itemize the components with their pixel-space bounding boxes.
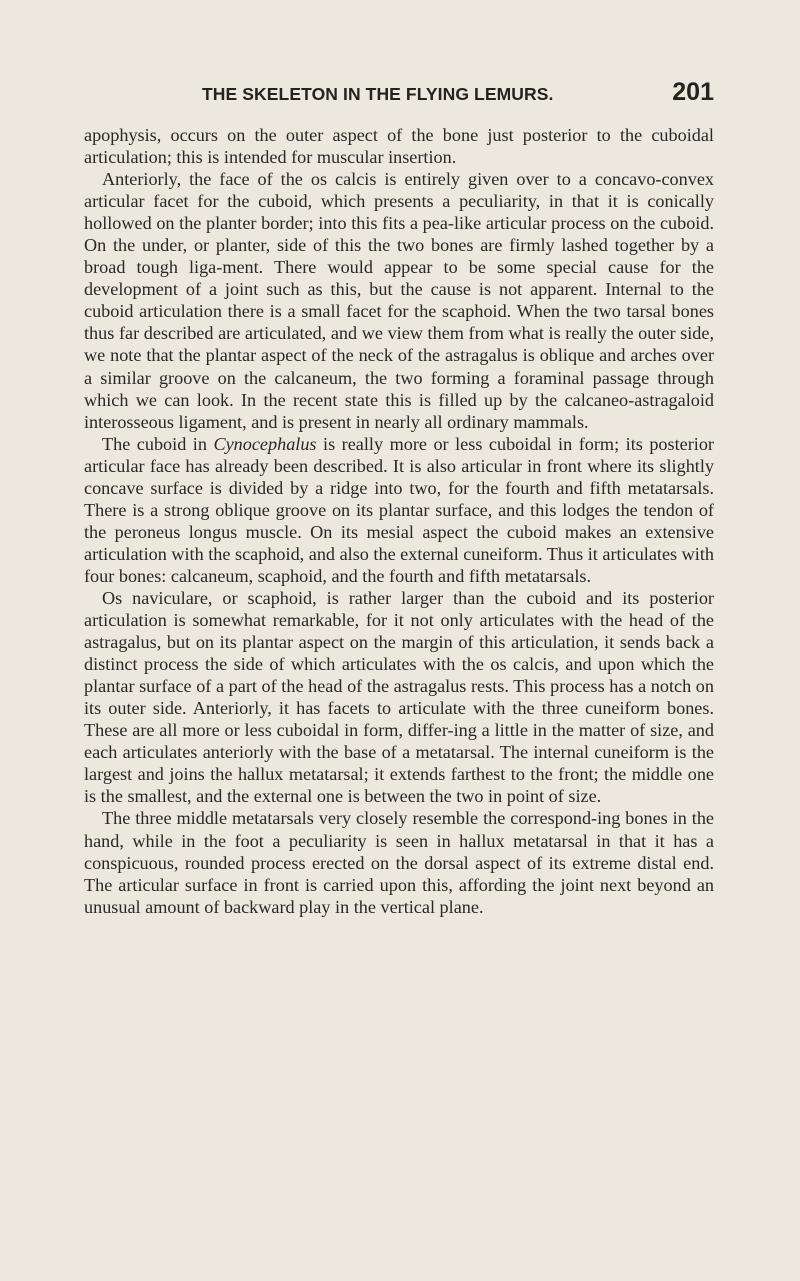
page-number: 201 — [672, 78, 714, 106]
paragraph-cuboid-rest: is really more or less cuboidal in form; its posterior articular face has already been described. It is also articular in front where its slightly concave surface is divided by a ridge into two, for the fourth and fifth metatarsals. There is a strong oblique groove on its plantar surface, and this lodges the tendon of the peroneus longus muscle. On its mesial aspect the cuboid makes an extensive articulation with the scaphoid, and also the external cuneiform. Thus it articulates with four bones: calcaneum, scaphoid, and the fourth and fifth metatarsals. — [84, 433, 714, 586]
running-head — [84, 78, 714, 108]
running-title: THE SKELETON IN THE FLYING LEMURS. — [202, 84, 554, 104]
paragraph-continuation: apophysis, occurs on the outer aspect of the bone just posterior to the cuboidal articulation; this is intended for muscular insertion. — [84, 125, 714, 168]
paragraph-calcis-anterior: Anteriorly, the face of the os calcis is entirely given over to a concavo-convex articular facet for the cuboid, which presents a peculiarity, in that it is conically hollowed on the planter border; into this fits a pea-like articular process on the cuboid. On the under, or planter, side of this the two bones are firmly lashed together by a broad tough liga-ment. There would appear to be some special cause for the development of a joint such as this, but the cause is not apparent. Internal to the cuboid articulation there is a small facet for the scaphoid. When the two tarsal bones thus far described are articulated, and we view them from what is really the outer side, we note that the plantar aspect of the neck of the astragalus is oblique and arches over a similar groove on the calcaneum, the two forming a foraminal passage through which we can look. In the recent state this is filled up by the calcaneo-astragaloid interosseous ligament, and is present in nearly all ordinary mammals. — [84, 169, 714, 432]
paragraph-cuboid-lead: The cuboid in — [102, 433, 214, 454]
paragraph-cuboid — [84, 433, 714, 587]
body-text — [84, 124, 714, 918]
paragraph-metatarsals: The three middle metatarsals very closely resemble the correspond-ing bones in the hand, while in the foot a peculiarity is seen in hallux metatarsal in that it has a conspicuous, rounded process erected on the dorsal aspect of its extreme distal end. The articular surface in front is carried upon this, affording the joint next beyond an unusual amount of backward play in the vertical plane. — [84, 808, 714, 917]
paragraph-scaphoid: Os naviculare, or scaphoid, is rather larger than the cuboid and its posterior articulation is somewhat remarkable, for it not only articulates with the head of the astragalus, but on its plantar aspect on the margin of this articulation, it sends back a distinct process the side of which articulates with the os calcis, and upon which the plantar surface of a part of the head of the astragalus rests. This process has a notch on its outer side. Anteriorly, it has facets to articulate with the three cuneiform bones. These are all more or less cuboidal in form, differ-ing a little in the matter of size, and each articulates anteriorly with the base of a metatarsal. The internal cuneiform is the largest and joins the hallux metatarsal; it extends farthest to the front; the middle one is the smallest, and the external one is between the two in point of size. — [84, 587, 714, 807]
genus-name: Cynocephalus — [213, 433, 317, 454]
